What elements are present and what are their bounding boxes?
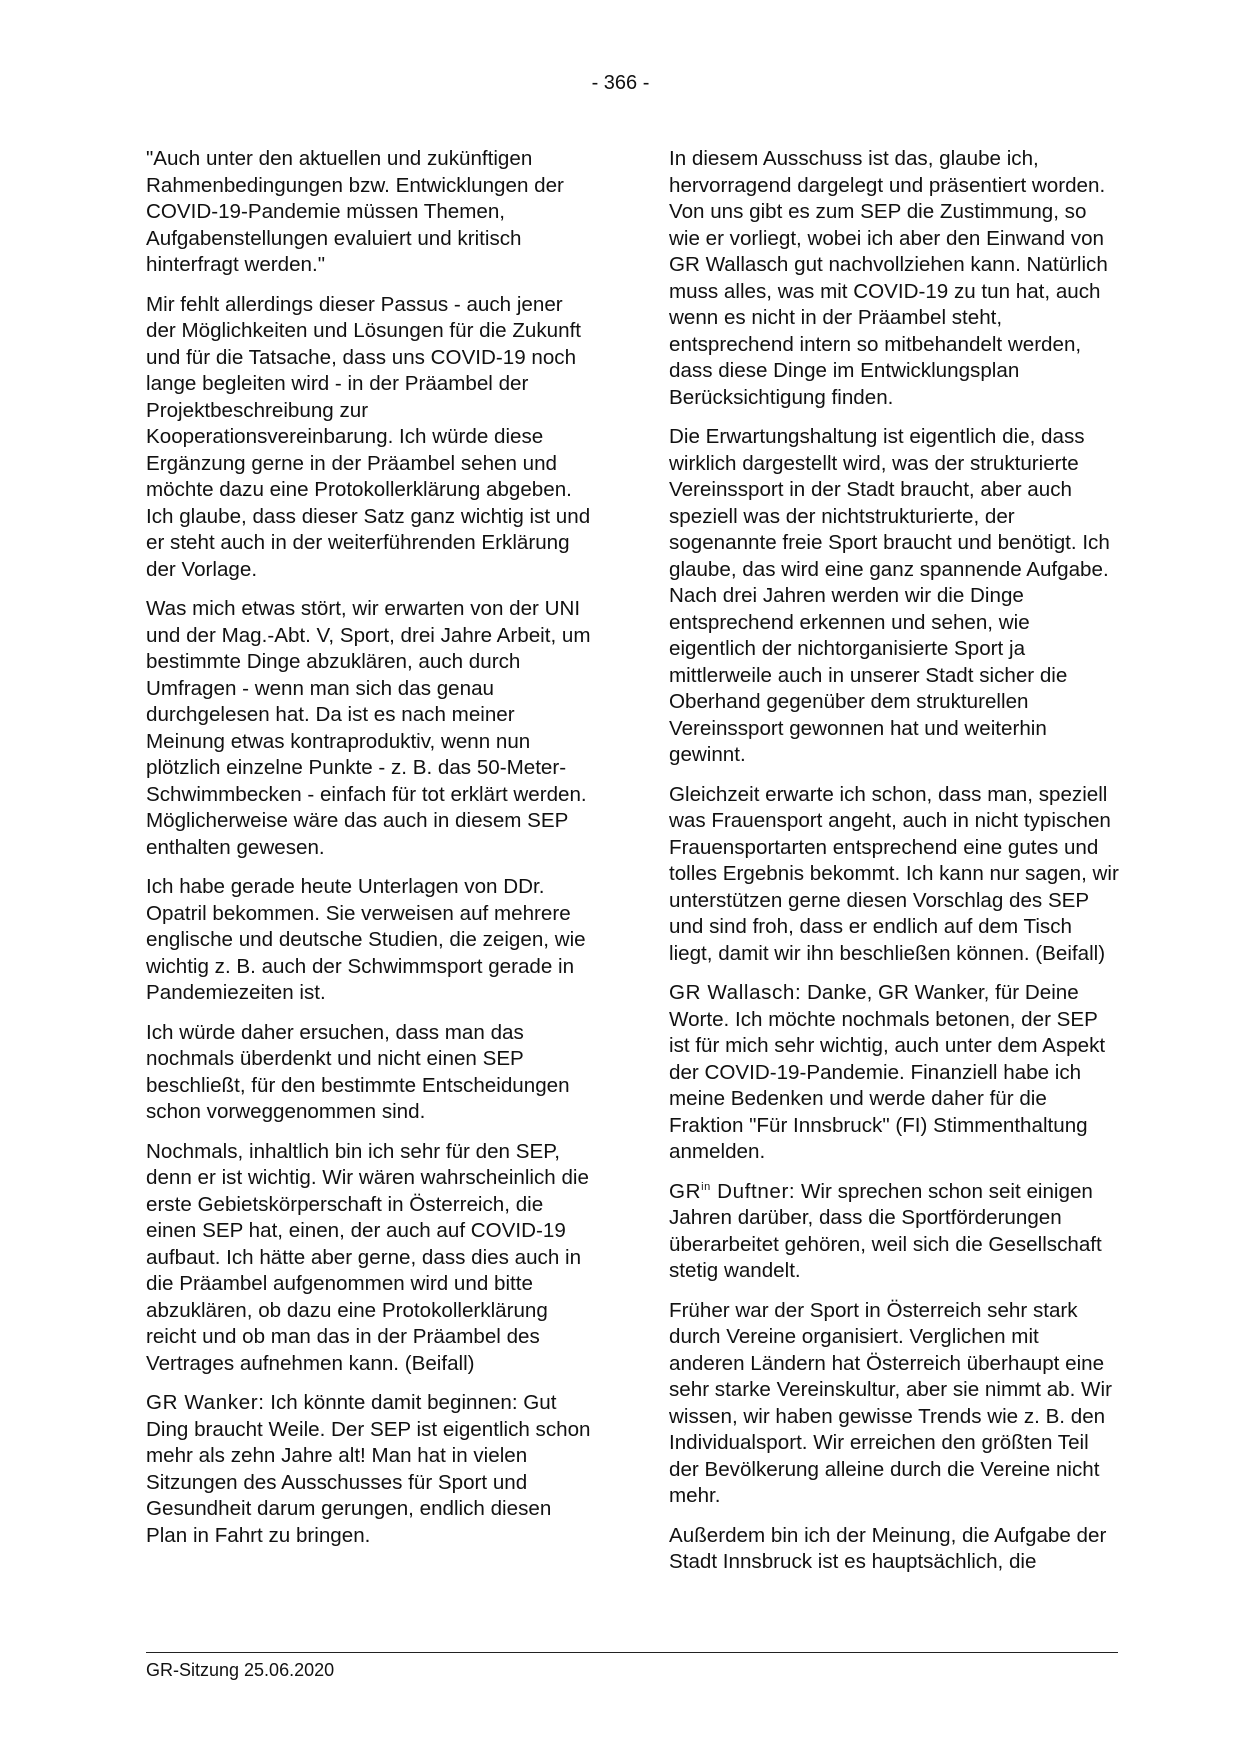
speech-text: Danke, GR Wanker, für Deine Worte. Ich möchte nochmals betonen, der SEP ist für mich sehr wichtig, auch unter dem Aspekt der COVID-19-Pandemie. Finanziell habe ich meine Bedenken und werde daher für die Fraktion "Für Innsbruck" (FI) Stimmenthaltung anmelden. [669,981,1106,1163]
speaker-title: GR [669,1179,702,1203]
paragraph: Gleichzeit erwarte ich schon, dass man, speziell was Frauensport angeht, auch in nicht typischen Frauensportarten entsprechend eine gutes und tolles Ergebnis bekommt. Ich kann nur sagen, wir unterstützen gerne diesen Vorschlag des SEP und sind froh, dass er endlich auf dem Tisch liegt, damit wir ihn beschließen können. (Beifall) [669,782,1119,965]
speech-text: Ich könnte damit beginnen: Gut Ding braucht Weile. Der SEP ist eigentlich schon mehr als zehn Jahre alt! Man hat in vielen Sitzungen des Ausschusses für Sport und Gesundheit darum gerungen, endlich diesen Plan in Fahrt zu bringen. [146,1391,591,1547]
right-column [669,146,1119,1589]
footer-divider [146,1652,1118,1653]
paragraph: Ich würde daher ersuchen, dass man das nochmals überdenkt und nicht einen SEP beschließt, für den bestimmte Entscheidungen schon vorweggenommen sind. [146,1020,570,1123]
footer-session-date: GR-Sitzung 25.06.2020 [146,1660,335,1680]
speaker-name: GR Wallasch: [669,981,802,1004]
paragraph: Was mich etwas stört, wir erwarten von der UNI und der Mag.-Abt. V, Sport, drei Jahre Arbeit, um bestimmte Dinge abzuklären, auch durch Umfragen - wenn man sich das genau durchgelesen hat. Da ist es nach meiner Meinung etwas kontraproduktiv, wenn nun plötzlich einzelne Punkte - z. B. das 50-Meter-Schwimmbecken - einfach für tot erklärt werden. Möglicherweise wäre das auch in diesem SEP enthalten gewesen. [146,597,591,859]
paragraph: Nochmals, inhaltlich bin ich sehr für den SEP, denn er ist wichtig. Wir wären wahrscheinlich die erste Gebietskörperschaft in Österreich, die einen SEP hat, einen, der auch auf COVID-19 aufbaut. Ich hätte aber gerne, dass dies auch in die Präambel aufgenommen wird und bitte abzuklären, ob dazu eine Protokollerklärung reicht und ob man das in der Präambel des Vertrages aufnehmen kann. (Beifall) [146,1139,589,1375]
paragraph: Mir fehlt allerdings dieser Passus - auch jener der Möglichkeiten und Lösungen für die Zukunft und für die Tatsache, dass uns COVID-19 noch lange begleiten wird - in der Präambel der Projektbeschreibung zur Kooperationsvereinbarung. Ich würde diese Ergänzung gerne in der Präambel sehen und möchte dazu eine Protokollerklärung abgeben. Ich glaube, dass dieser Satz ganz wichtig ist und er steht auch in der weiterführenden Erklärung der Vorlage. [146,292,591,581]
speaker-title-superscript: in [701,1180,711,1193]
speaker-name [669,1180,795,1203]
paragraph: Ich habe gerade heute Unterlagen von DDr. Opatril bekommen. Sie verweisen auf mehrere englische und deutsche Studien, die zeigen, wie wichtig z. B. auch der Schwimmsport gerade in Pandemiezeiten ist. [146,875,586,1004]
speech-paragraph [669,1179,1119,1285]
paragraph: Außerdem bin ich der Meinung, die Aufgabe der Stadt Innsbruck ist es hauptsächlich, die [669,1523,1107,1573]
speaker-name: GR Wanker: [146,1391,265,1414]
page-number: - 366 - [591,72,650,94]
speech-paragraph [146,1390,596,1549]
speaker-surname: Duftner: [710,1179,796,1203]
paragraph: Die Erwartungshaltung ist eigentlich die, dass wirklich dargestellt wird, was der strukturierte Vereinssport in der Stadt braucht, aber auch speziell was der nichtstrukturierte, der sogenannte freie Sport braucht und benötigt. Ich glaube, das wird eine ganz spannende Aufgabe. Nach drei Jahren werden wir die Dinge entsprechend erkennen und sehen, wie eigentlich der nichtorganisierte Sport ja mittlerweile auch in unserer Stadt sicher die Oberhand gegenüber dem strukturellen Vereinssport gewonnen hat und weiterhin gewinnt. [669,425,1110,766]
quote-paragraph: "Auch unter den aktuellen und zukünftigen Rahmenbedingungen bzw. Entwicklungen der COVID-19-Pandemie müssen Themen, Aufgabenstellungen evaluiert und kritisch hinterfragt werden." [146,147,564,276]
left-column [146,146,596,1562]
speech-paragraph [669,980,1119,1166]
paragraph: Früher war der Sport in Österreich sehr stark durch Vereine organisiert. Verglichen mit anderen Ländern hat Österreich überhaupt eine sehr starke Vereinskultur, aber sie nimmt ab. Wir wissen, wir haben gewisse Trends wie z. B. den Individualsport. Wir erreichen den größten Teil der Bevölkerung alleine durch die Vereine nicht mehr. [669,1298,1112,1507]
speech-text: Wir sprechen schon seit einigen Jahren darüber, dass die Sportförderungen überarbeitet gehören, weil sich die Gesellschaft stetig wandelt. [669,1179,1102,1282]
paragraph: In diesem Ausschuss ist das, glaube ich, hervorragend dargelegt und präsentiert worden. Von uns gibt es zum SEP die Zustimmung, so wie er vorliegt, wobei ich aber den Einwand von GR Wallasch gut nachvollziehen kann. Natürlich muss alles, was mit COVID-19 zu tun hat, auch wenn es nicht in der Präambel steht, entsprechend intern so mitbehandelt werden, dass diese Dinge im Entwicklungsplan Berücksichtigung finden. [669,147,1108,409]
